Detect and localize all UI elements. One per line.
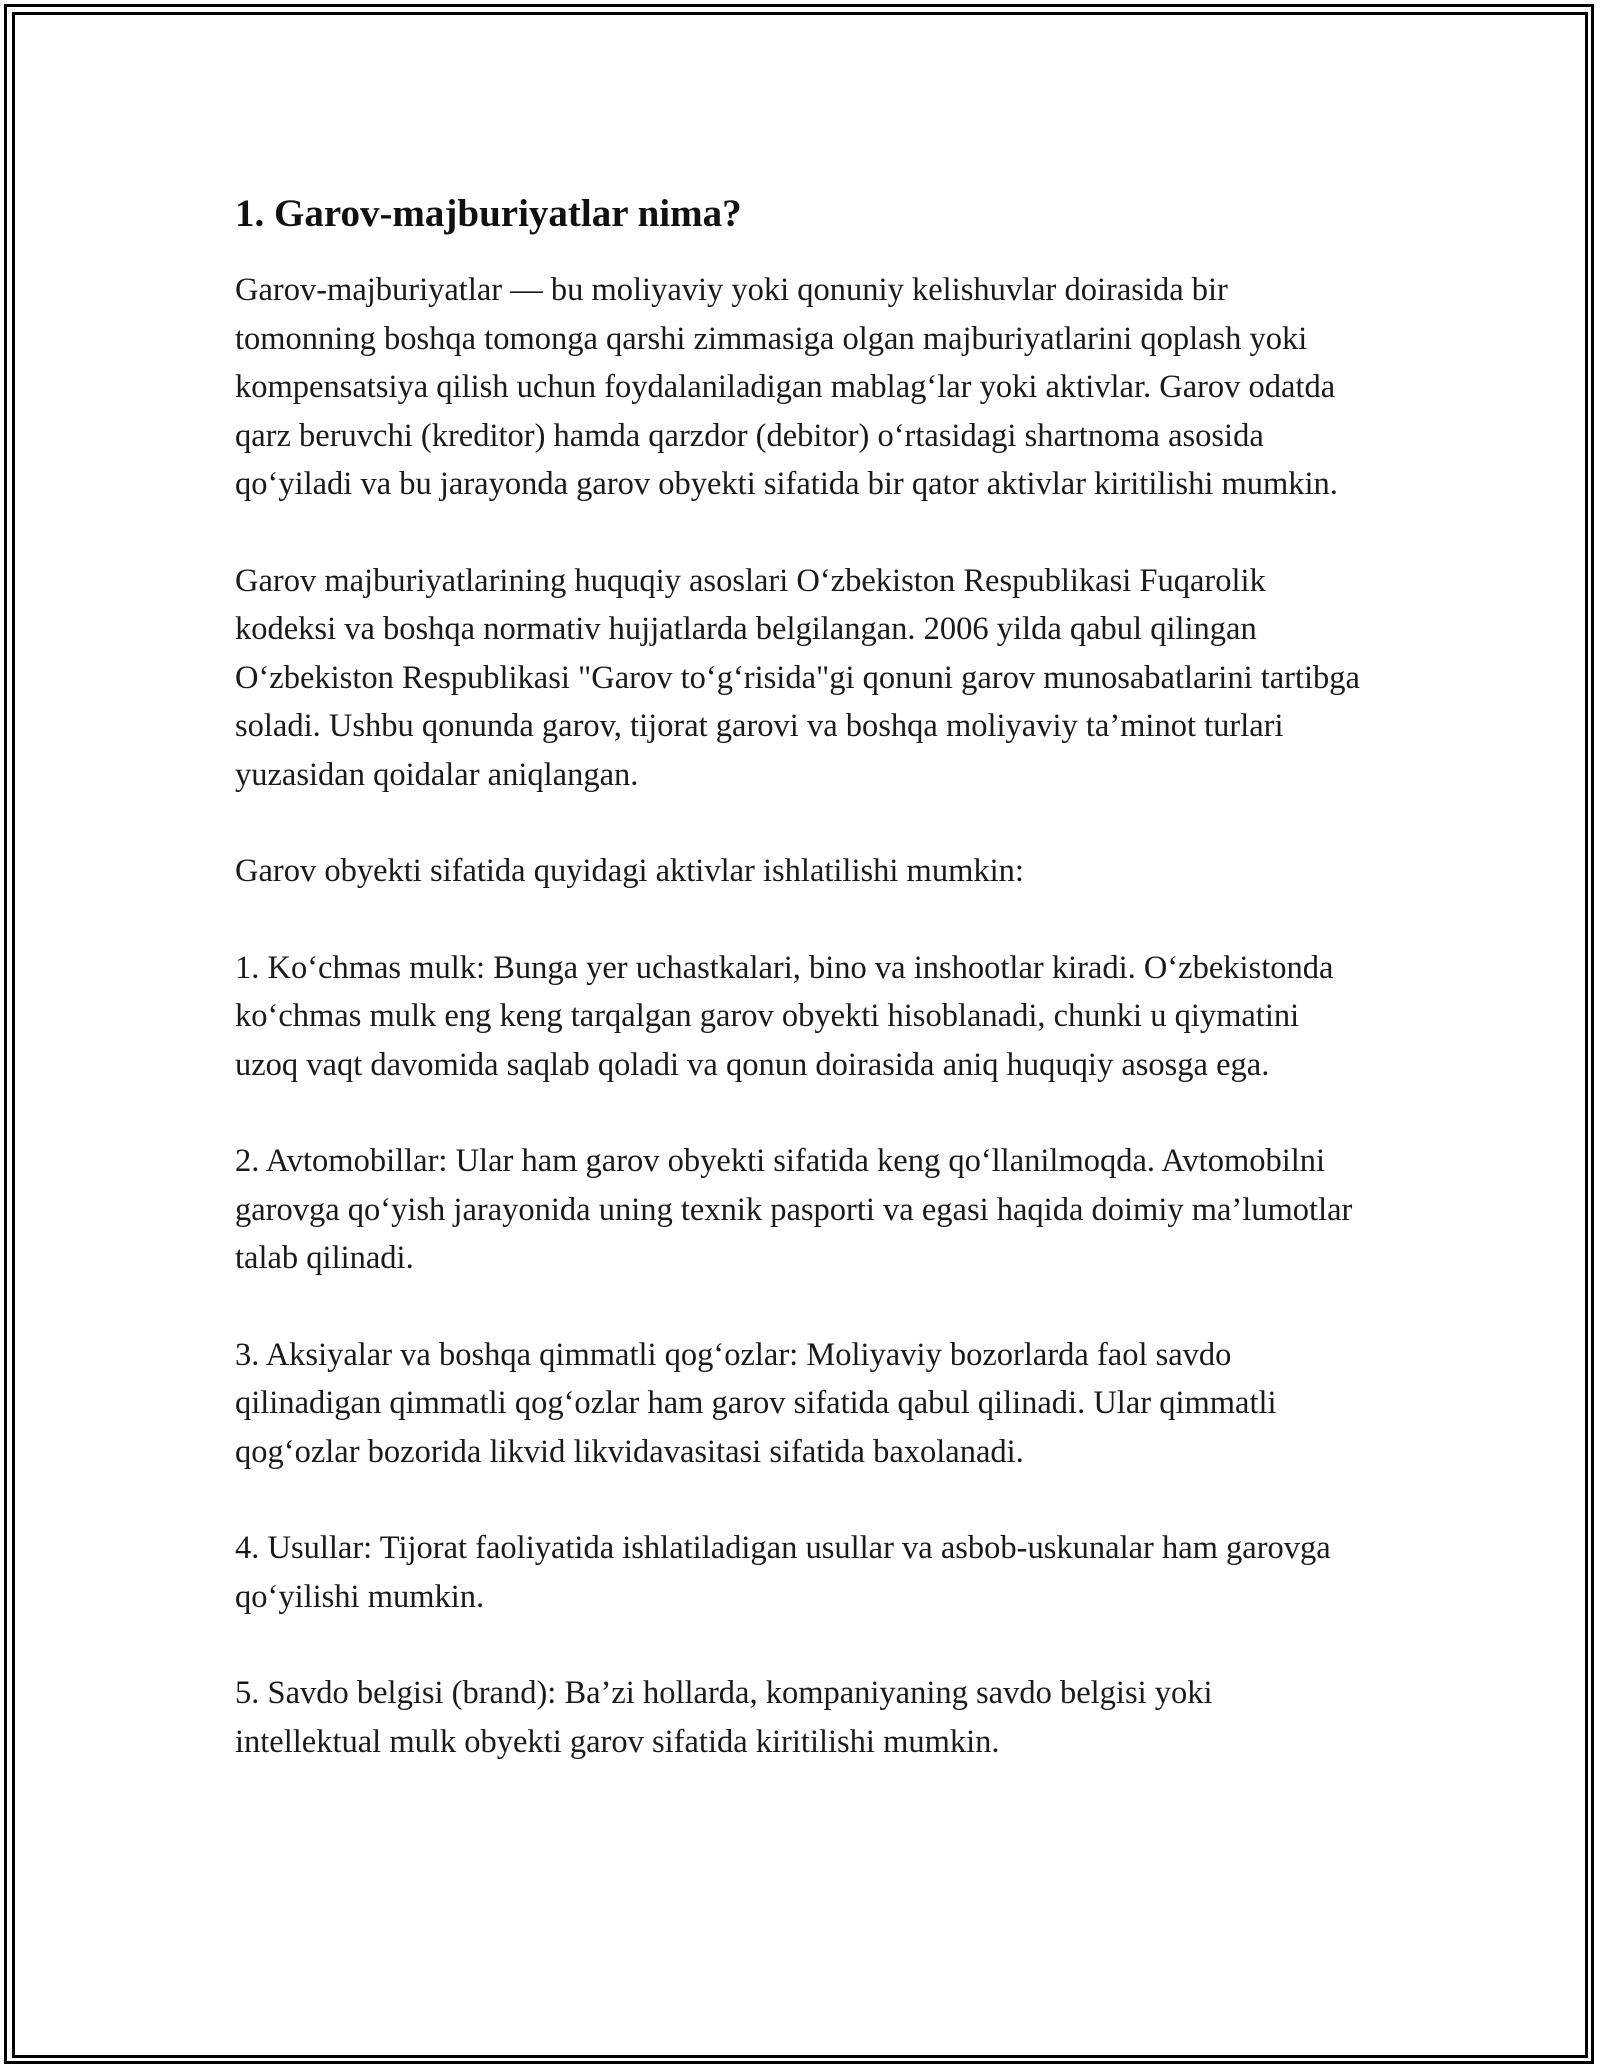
list-item-automobiles: 2. Avtomobillar: Ular ham garov obyekti sifatida keng qo‘llanilmoqda. Avtomobilni garovga qo‘yish jarayonida uning texnik pasporti va egasi haqida doimiy ma’lumotlar talab qilinadi. [235, 1143, 1353, 1276]
paragraph-legal-basis: Garov majburiyatlarining huquqiy asoslari O‘zbekiston Respublikasi Fuqarolik kodeksi va boshqa normativ hujjatlarda belgilangan. 2006 yilda qabul qilingan O‘zbekiston Respublikasi "Garov to‘g‘risida"gi qonuni garov munosabatlarini tartibga soladi. Ushbu qonunda garov, tijorat garovi va boshqa moliyaviy ta’minot turlari yuzasidan qoidalar aniqlangan. [235, 562, 1360, 793]
list-item-trademark: 5. Savdo belgisi (brand): Ba’zi hollarda, kompaniyaning savdo belgisi yoki intellektual mulk obyekti garov sifatida kiritilishi mumkin. [235, 1675, 1213, 1760]
document-body [235, 188, 1365, 1814]
section-heading: 1. Garov-majburiyatlar nima? [235, 192, 742, 235]
list-item-securities: 3. Aksiyalar va boshqa qimmatli qog‘ozlar: Moliyaviy bozorlarda faol savdo qilinadigan qimmatli qog‘ozlar ham garov sifatida qabul qilinadi. Ular qimmatli qog‘ozlar bozorida likvid likvidavasitasi sifatida baxolanadi. [235, 1336, 1277, 1470]
list-item-real-estate: 1. Ko‘chmas mulk: Bunga yer uchastkalari, bino va inshootlar kiradi. O‘zbekistonda ko‘chmas mulk eng keng tarqalgan garov obyekti hisoblanadi, chunki u qiymatini uzoq vaqt davomida saqlab qoladi va qonun doirasida aniq huquqiy asosga ega. [235, 949, 1334, 1083]
list-item-equipment: 4. Usullar: Tijorat faoliyatida ishlatiladigan usullar va asbob-uskunalar ham garovga qo‘yilishi mumkin. [235, 1530, 1331, 1615]
paragraph-definition: Garov-majburiyatlar — bu moliyaviy yoki qonuniy kelishuvlar doirasida bir tomonning boshqa tomonga qarshi zimmasiga olgan majburiyatlarini qoplash yoki kompensatsiya qilish uchun foydalaniladigan mablag‘lar yoki aktivlar. Garov odatda qarz beruvchi (kreditor) hamda qarzdor (debitor) o‘rtasidagi shartnoma asosida qo‘yiladi va bu jarayonda garov obyekti sifatida bir qator aktivlar kiritilishi mumkin. [235, 272, 1338, 502]
paragraph-list-intro: Garov obyekti sifatida quyidagi aktivlar ishlatilishi mumkin: [235, 853, 1024, 889]
